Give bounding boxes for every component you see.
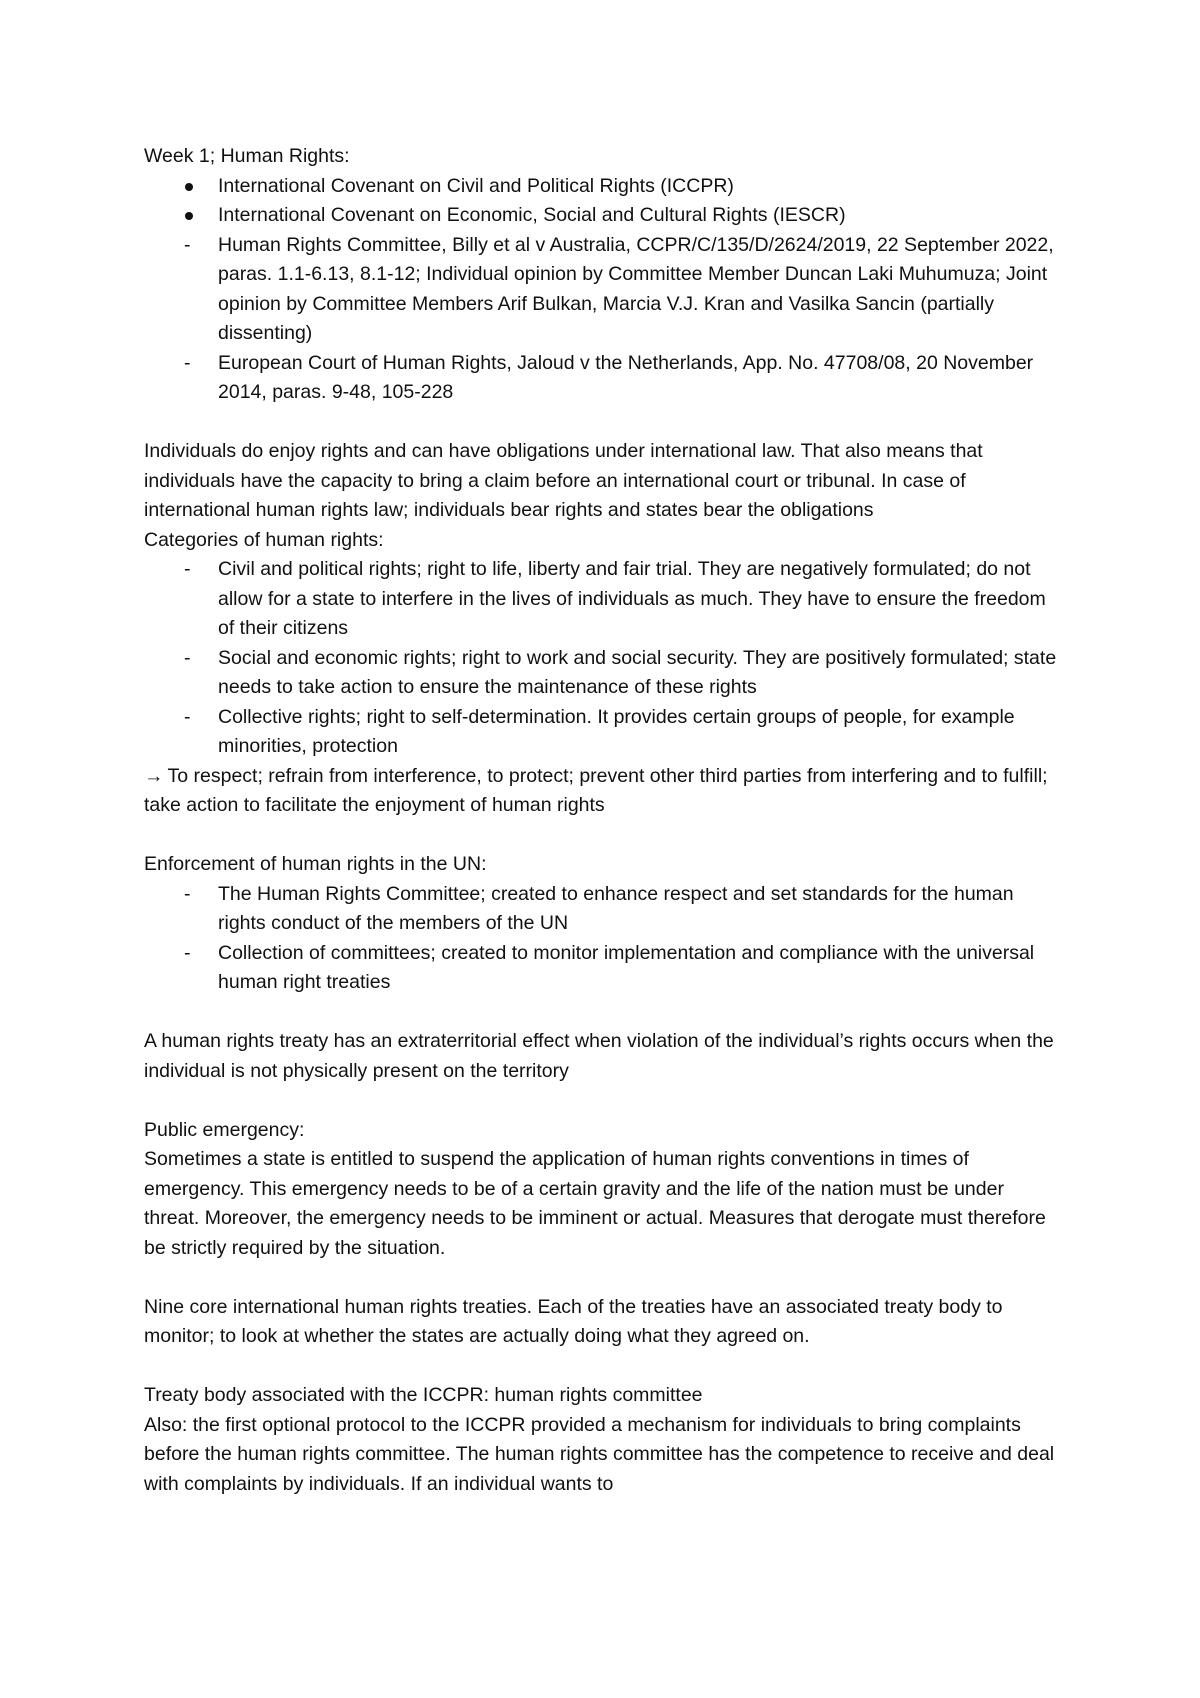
week-heading: Week 1; Human Rights:: [144, 145, 350, 167]
iccpr-body-paragraph: Also: the first optional protocol to the ICCPR provided a mechanism for individuals to bring complaints before the human rights committee. The human rights committee has the competence to receive and deal with complaints by individuals. If an individual wants to: [144, 1413, 1055, 1495]
obligations-text: To respect; refrain from interference, to protect; prevent other third parties from interfering and to fulfill; take action to facilitate the enjoyment of human rights: [144, 764, 1048, 816]
reading-item: [144, 231, 1064, 349]
arrow-right-icon: →: [144, 764, 164, 787]
category-text: Social and economic rights; right to work and social security. They are positively formulated; state needs to take action to ensure the maintenance of these rights: [218, 646, 1057, 698]
reading-text: European Court of Human Rights, Jaloud v the Netherlands, App. No. 47708/08, 20 November 2014, paras. 9-48, 105-228: [218, 351, 1034, 403]
obligations-summary: [144, 762, 1064, 821]
dash-marker: -: [184, 646, 191, 669]
dash-marker: -: [184, 233, 191, 256]
categories-title: Categories of human rights:: [144, 528, 384, 551]
spacer: [144, 408, 1064, 438]
spacer: [144, 821, 1064, 851]
emergency-title: Public emergency:: [144, 1118, 305, 1141]
emergency-paragraph: Sometimes a state is entitled to suspend the application of human rights conventions in times of emergency. This emergency needs to be of a certain gravity and the life of the nation must be under threat. Moreover, the emergency needs to be imminent or actual. Measures that derogate must therefore be strictly required by the situation.: [144, 1148, 1046, 1259]
spacer: [144, 1086, 1064, 1116]
reading-item: [144, 201, 1064, 231]
enforcement-title: Enforcement of human rights in the UN:: [144, 853, 487, 875]
bullet-icon: [185, 212, 193, 220]
spacer: [144, 998, 1064, 1028]
enforcement-item: [144, 939, 1064, 998]
enforcement-text: Collection of committees; created to monitor implementation and compliance with the universal human right treaties: [218, 941, 1035, 993]
enforcement-list: [144, 880, 1064, 998]
dash-marker: -: [184, 558, 191, 580]
intro-paragraph: Individuals do enjoy rights and can have obligations under international law. That also means that individuals have the capacity to bring a claim before an international court or tribunal. In case of international human rights law; individuals bear rights and states bear the obligations: [144, 440, 983, 521]
reading-text: International Covenant on Civil and Political Rights (ICCPR): [218, 174, 734, 197]
iccpr-body-title: Treaty body associated with the ICCPR: human rights committee: [144, 1384, 703, 1406]
reading-item: [144, 172, 1064, 202]
dash-marker: -: [184, 882, 191, 905]
spacer: [144, 1352, 1064, 1382]
category-text: Collective rights; right to self-determination. It provides certain groups of people, for example minorities, protection: [218, 705, 1015, 757]
category-text: Civil and political rights; right to life, liberty and fair trial. They are negatively formulated; do not allow for a state to interfere in the lives of individuals as much. They have to ensure the freedom of their citizens: [218, 558, 1046, 639]
spacer: [144, 1263, 1064, 1293]
dash-marker: -: [184, 351, 191, 374]
reading-text: Human Rights Committee, Billy et al v Australia, CCPR/C/135/D/2624/2019, 22 September 2022, paras. 1.1-6.13, 8.1-12; Individual opinion by Committee Member Duncan Laki Muhumuza; Joint opinion by Committee Members Arif Bulkan, Marcia V.J. Kran and Vasilka Sancin (partially dissenting): [218, 233, 1054, 344]
reading-list: [144, 172, 1064, 408]
categories-list: [144, 555, 1064, 762]
extraterritorial-paragraph: A human rights treaty has an extraterritorial effect when violation of the individual’s rights occurs when the individual is not physically present on the territory: [144, 1030, 1054, 1082]
treaties-paragraph: Nine core international human rights treaties. Each of the treaties have an associated treaty body to monitor; to look at whether the states are actually doing what they agreed on.: [144, 1295, 1003, 1347]
category-item: [144, 703, 1064, 762]
document-page: [144, 142, 1064, 1499]
reading-item: [144, 349, 1064, 408]
bullet-icon: [185, 183, 193, 191]
category-item: [144, 644, 1064, 703]
enforcement-item: [144, 880, 1064, 939]
dash-marker: -: [184, 705, 191, 728]
category-item: [144, 555, 1064, 644]
reading-text: International Covenant on Economic, Social and Cultural Rights (IESCR): [218, 204, 846, 226]
enforcement-text: The Human Rights Committee; created to enhance respect and set standards for the human rights conduct of the members of the UN: [218, 882, 1014, 934]
dash-marker: -: [184, 941, 191, 964]
